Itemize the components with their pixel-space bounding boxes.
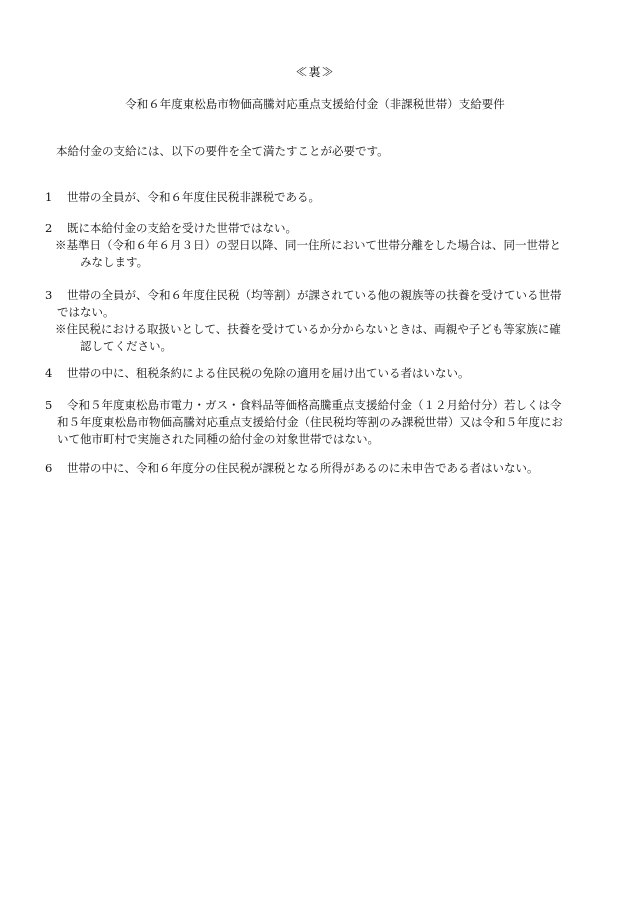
requirement-text-continued: いて他市町村で実施された同種の給付金の対象世帯ではない。 [57,432,379,446]
requirement-note-continued: 認してください。 [80,339,172,353]
requirement-text: 世帯の中に、令和６年度分の住民税が課税となる所得があるのに未申告である者はいない。 [67,461,539,475]
requirement-5 [45,397,590,448]
requirement-3 [45,287,590,355]
back-side-mark: ≪裏≫ [295,65,335,79]
requirement-number: 5 [45,398,53,412]
requirement-text-continued: 和５年度東松島市物価高騰対応重点支援給付金（住民税均等割のみ課税世帯）又は令和５年度にお [57,415,563,429]
requirement-number: 4 [45,366,53,380]
requirement-text: 既に本給付金の支給を受けた世帯ではない。 [67,221,297,235]
requirement-number: 2 [45,221,53,235]
requirement-6 [45,460,590,477]
requirement-text-continued: ではない。 [57,305,115,319]
requirement-note: ※住民税における取扱いとして、扶養を受けているか分からないときは、両親や子ども等家族に確 [55,322,561,336]
requirement-number: 3 [45,288,53,302]
requirement-text: 世帯の中に、租税条約による住民税の免除の適用を届け出ている者はいない。 [67,366,470,380]
requirement-text: 世帯の全員が、令和６年度住民税非課税である。 [67,190,320,204]
document-title: 令和６年度東松島市物価高騰対応重点支援給付金（非課税世帯）支給要件 [125,97,505,111]
requirement-1 [45,189,590,206]
requirement-note: ※基準日（令和６年６月３日）の翌日以降、同一住所において世帯分離をした場合は、同一世帯と [55,238,561,252]
requirement-2 [45,220,590,271]
requirement-number: 6 [45,461,53,475]
requirement-note-continued: みなします。 [80,255,149,269]
requirement-4 [45,365,590,382]
intro-text: 本給付金の支給には、以下の要件を全て満たすことが必要です。 [56,144,389,158]
requirement-text: 令和５年度東松島市電力・ガス・食料品等価格高騰重点支援給付金（１２月給付分）若しくは令 [67,398,562,412]
requirement-text: 世帯の全員が、令和６年度住民税（均等割）が課されている他の親族等の扶養を受けている世帯 [67,288,562,302]
requirement-number: 1 [45,190,53,204]
